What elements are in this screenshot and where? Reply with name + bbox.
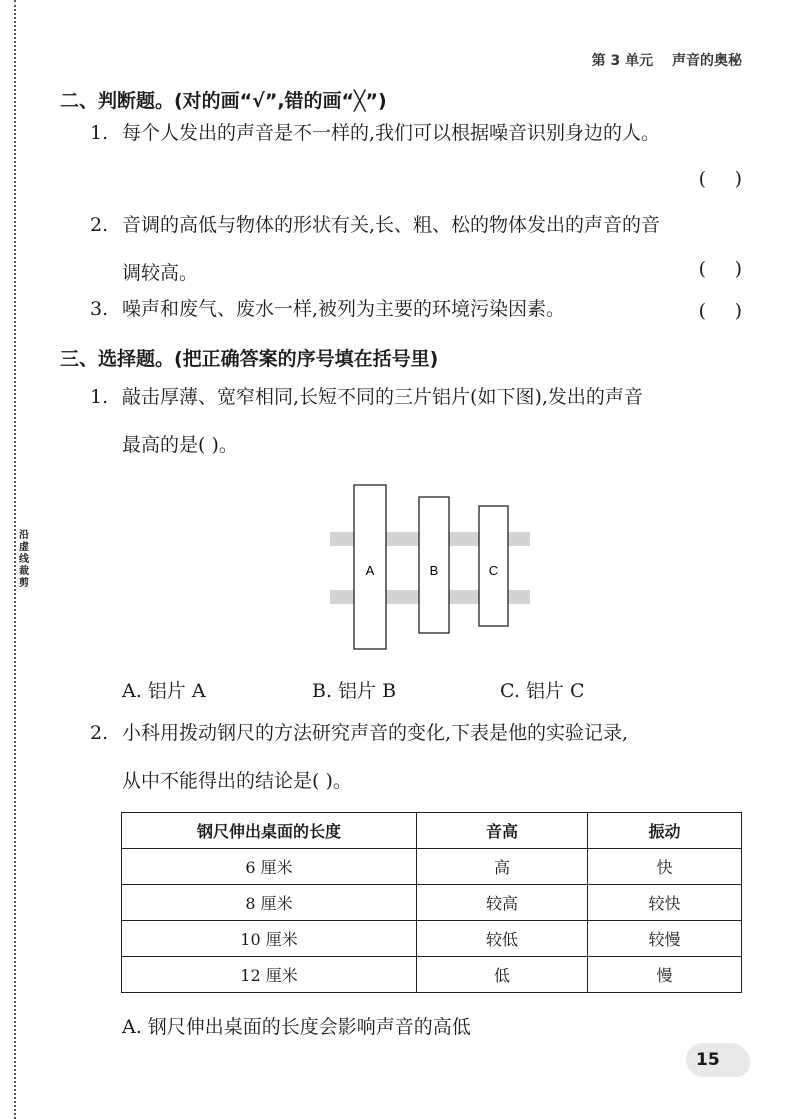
judge-question-2-cont: 调较高。 (122, 262, 199, 284)
choice-options-1 (122, 676, 682, 703)
option-b[interactable]: B. 铝片 B (312, 680, 397, 702)
question-text: 噪声和废气、废水一样,被列为主要的环境污染因素。 (122, 298, 566, 320)
plate-c-label: C (488, 563, 499, 578)
question-text: 小科用拨动钢尺的方法研究声音的变化,下表是他的实验记录, (122, 722, 629, 744)
choice-question-1: 1. 敲击厚薄、宽窄相同,长短不同的三片铝片(如下图),发出的声音 (90, 386, 643, 408)
table-row: 10 厘米 较低 较慢 (122, 921, 742, 957)
judge-question-1: 1. 每个人发出的声音是不一样的,我们可以根据噪音识别身边的人。 (90, 122, 661, 144)
cut-dotted-line (14, 0, 16, 1119)
choice-question-2-cont[interactable]: 从中不能得出的结论是( )。 (122, 770, 352, 792)
choice-question-2: 2. 小科用拨动钢尺的方法研究声音的变化,下表是他的实验记录, (90, 722, 629, 744)
section2-title: 二、判断题。(对的画“√”,错的画“╳”) (60, 90, 387, 112)
table-row: 8 厘米 较高 较快 (122, 885, 742, 921)
question-text: 敲击厚薄、宽窄相同,长短不同的三片铝片(如下图),发出的声音 (122, 386, 643, 408)
unit-label: 第 3 单元 (591, 53, 654, 69)
aluminum-plates-figure (330, 484, 530, 650)
experiment-table (121, 812, 742, 993)
table-row: 12 厘米 低 慢 (122, 957, 742, 993)
table-row: 6 厘米 高 快 (122, 849, 742, 885)
judge-question-3: 3. 噪声和废气、废水一样,被列为主要的环境污染因素。 (90, 298, 566, 320)
choice-question-1-cont[interactable]: 最高的是( )。 (122, 434, 238, 456)
header-length: 钢尺伸出桌面的长度 (122, 813, 417, 849)
table-header-row (122, 813, 742, 849)
header-pitch: 音高 (417, 813, 588, 849)
plate-b-label: B (429, 563, 439, 578)
option-c[interactable]: C. 铝片 C (500, 680, 585, 702)
judge-question-2: 2. 音调的高低与物体的形状有关,长、粗、松的物体发出的声音的音 (90, 214, 661, 236)
unit-topic: 声音的奥秘 (672, 53, 742, 69)
answer-paren-3[interactable]: ( ) (698, 300, 742, 322)
page-number: 15 (696, 1050, 720, 1070)
answer-paren-1[interactable]: ( ) (698, 168, 742, 190)
page-header (592, 50, 742, 70)
question-text: 每个人发出的声音是不一样的,我们可以根据噪音识别身边的人。 (122, 122, 661, 144)
section3-title: 三、选择题。(把正确答案的序号填在括号里) (60, 348, 439, 370)
question-text: 音调的高低与物体的形状有关,长、粗、松的物体发出的声音的音 (122, 214, 661, 236)
cut-label: 沿虚线裁剪 (19, 530, 29, 589)
answer-paren-2[interactable]: ( ) (698, 258, 742, 280)
option-a[interactable]: A. 铝片 A (122, 680, 206, 702)
plate-a-label: A (365, 563, 375, 578)
header-vibration: 振动 (588, 813, 742, 849)
choice-question-2-option-a[interactable]: A. 钢尺伸出桌面的长度会影响声音的高低 (122, 1016, 471, 1038)
